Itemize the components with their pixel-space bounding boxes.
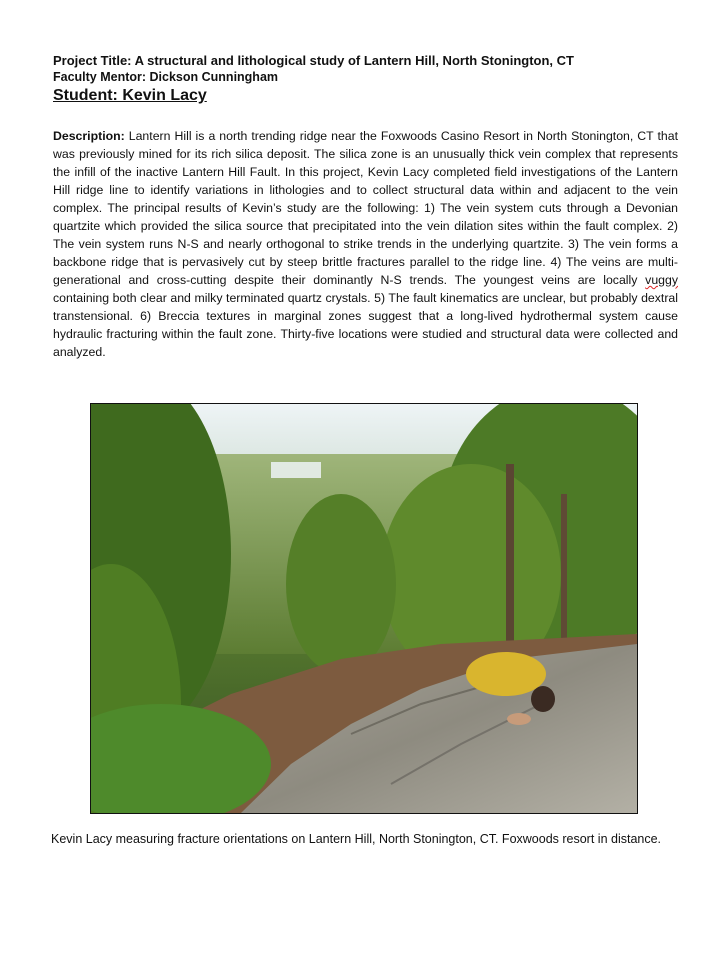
document-header	[53, 52, 683, 106]
distant-resort	[271, 462, 321, 478]
description-text-part1: Lantern Hill is a north trending ridge near the Foxwoods Casino Resort in North Stonington, CT that was previously mined for its rich silica deposit. The silica zone is an unusually thick vein complex that represents the infill of the inactive Lantern Hill Fault. In this project, Kevin Lacy completed field investigations of the Lantern Hill ridge line to identify variations in lithologies and to collect structural data within and adjacent to the vein complex. The principal results of Kevin’s study are the following: 1) The vein system cuts through a Devonian quartzite which provided the silica source that precipitated into the vein dilation sites within the fault complex. 2) The vein system runs N-S and nearly orthogonal to strike trends in the underlying quartzite. 3) The vein forms a backbone ridge that is pervasively cut by steep brittle fractures parallel to the ridge line. 4) The veins are multi-generational and cross-cutting despite their dominantly N-S trends. The youngest veins are locally	[53, 129, 678, 287]
spellcheck-flagged-word: vuggy	[645, 273, 678, 287]
student-name: Student: Kevin Lacy	[53, 87, 207, 104]
field-photo	[90, 403, 638, 814]
field-photo-illustration	[91, 404, 637, 813]
tree-trunk	[506, 464, 514, 644]
person-arm	[507, 713, 531, 725]
photo-caption: Kevin Lacy measuring fracture orientations on Lantern Hill, North Stonington, CT. Foxwoods resort in distance.	[51, 832, 662, 846]
tree-trunk-2	[561, 494, 567, 644]
center-pine	[286, 494, 396, 674]
description-text-part2: containing both clear and milky terminated quartz crystals. 5) The fault kinematics are unclear, but probably dextral transtensional. 6) Breccia textures in marginal zones suggest that a long-lived hydrothermal system cause hydraulic fracturing within the fault zone. Thirty-five locations were studied and structural data were collected and analyzed.	[53, 291, 678, 359]
person-head	[531, 686, 555, 712]
project-title: Project Title: A structural and lithological study of Lantern Hill, North Stonington, CT	[53, 53, 574, 68]
person-body	[466, 652, 546, 696]
faculty-mentor: Faculty Mentor: Dickson Cunningham	[53, 70, 279, 84]
description-label: Description:	[53, 129, 125, 143]
description-paragraph	[53, 127, 678, 361]
